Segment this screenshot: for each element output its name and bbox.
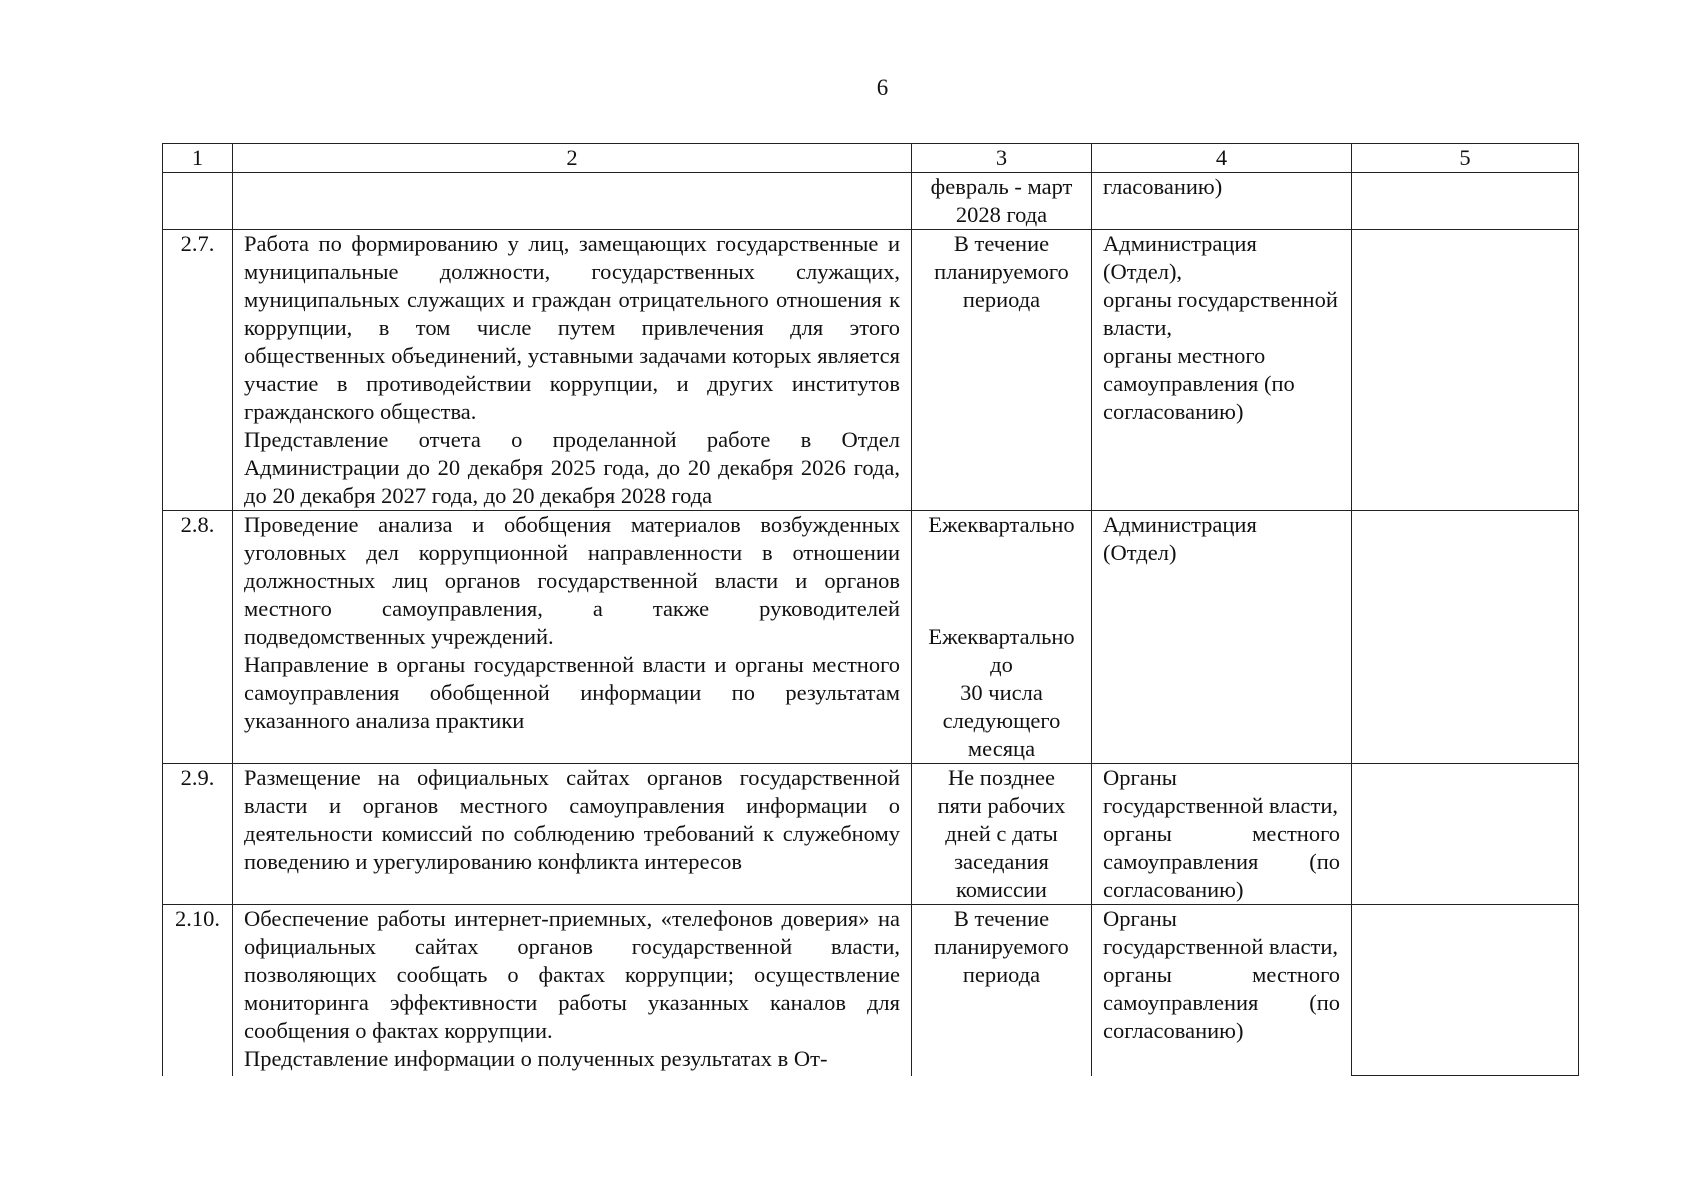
deadline-line: до (990, 652, 1013, 677)
deadline (912, 230, 1092, 511)
deadline (912, 764, 1092, 905)
deadline-line: Ежеквартально (928, 512, 1075, 537)
deadline-line: пяти рабочих (937, 793, 1066, 818)
deadline-line: дней с даты (945, 821, 1058, 846)
description-paragraph: Представление отчета о проделанной работе в Отдел Администрации до 20 декабря 2025 года, до 20 декабря 2026 года, до 20 декабря 2027 года, до 20 декабря 2028 года (244, 427, 900, 508)
description-paragraph: Проведение анализа и обобщения материалов возбужденных уголовных дел коррупционной направленности в отношении должностных лиц органов государственной власти и органов местного самоуправления, а также руководителей подведомственных учреждений. (244, 512, 900, 649)
page-number: 6 (876, 75, 889, 100)
responsible-line: Администрация (1103, 231, 1257, 256)
deadline-line: планируемого (934, 934, 1069, 959)
column-header-2: 2 (233, 144, 912, 173)
deadline-line: периода (962, 962, 1041, 987)
note (1352, 173, 1579, 230)
deadline-line: 30 числа (960, 680, 1043, 705)
responsible-line: органы местного самоуправления (по согласованию) (1103, 962, 1340, 1043)
note (1352, 764, 1579, 905)
row-number: 2.8. (163, 511, 233, 764)
table-header-row (163, 144, 1579, 173)
description-paragraph: Обеспечение работы интернет-приемных, «телефонов доверия» на официальных сайтах органов государственной власти, позволяющих сообщать о фактах коррупции; осуществление мониторинга эффективности работы указанных каналов для сообщения о фактах коррупции. (244, 906, 900, 1043)
deadline-line: В течение (953, 906, 1050, 931)
deadline-line: заседания (954, 849, 1049, 874)
column-header-4: 4 (1092, 144, 1352, 173)
deadline (912, 511, 1092, 764)
responsible-line: Администрация (1103, 512, 1257, 537)
responsible-line: гласованию) (1103, 174, 1223, 199)
table-row (163, 173, 1579, 230)
deadline-line: следующего (942, 708, 1061, 733)
measure-description (233, 173, 912, 230)
table-row (163, 230, 1579, 511)
responsible (1092, 764, 1352, 905)
responsible-line: (Отдел), (1103, 259, 1183, 284)
column-header-5: 5 (1352, 144, 1579, 173)
deadline (912, 173, 1092, 230)
responsible (1092, 905, 1352, 1076)
row-number (163, 173, 233, 230)
responsible-line: органы государственной власти, (1103, 287, 1338, 340)
deadline-line: периода (962, 287, 1041, 312)
description-paragraph: Размещение на официальных сайтах органов государственной власти и органов местного самоуправления информации о деятельности комиссий по соблюдению требований к служебному поведению и урегулированию конфликта интересов (244, 765, 900, 874)
deadline (912, 905, 1092, 1076)
description-paragraph: Работа по формированию у лиц, замещающих государственные и муниципальные должности, государственных служащих, муниципальных служащих и граждан отрицательного отношения к коррупции, в том числе путем привлечения для этого общественных объединений, уставными задачами которых является участие в противодействии коррупции, и других институтов гражданского общества. (244, 231, 900, 424)
description-paragraph: Направление в органы государственной власти и органы местного самоуправления обобщенной информации по результатам указанного анализа практики (244, 652, 900, 733)
row-number: 2.10. (163, 905, 233, 1076)
table-row (163, 905, 1579, 1076)
deadline-line: В течение (953, 231, 1050, 256)
deadline-line: Ежеквартально (928, 624, 1075, 649)
note (1352, 905, 1579, 1076)
responsible (1092, 230, 1352, 511)
column-header-1: 1 (163, 144, 233, 173)
deadline-line: комиссии (956, 877, 1047, 902)
deadline-line: планируемого (934, 259, 1069, 284)
note (1352, 230, 1579, 511)
deadline-line: февраль - март (930, 174, 1073, 199)
responsible (1092, 511, 1352, 764)
responsible-line: Органы государственной власти, (1103, 906, 1339, 959)
table-row (163, 764, 1579, 905)
responsible-line: органы местного самоуправления (по согласованию) (1103, 821, 1340, 902)
description-paragraph: Представление информации о полученных результатах в От- (244, 1046, 828, 1071)
note (1352, 511, 1579, 764)
responsible-line: (Отдел) (1103, 540, 1177, 565)
measure-description (233, 230, 912, 511)
deadline-line: 2028 года (955, 202, 1048, 227)
column-header-3: 3 (912, 144, 1092, 173)
responsible-line: органы местного самоуправления (по согласованию) (1103, 343, 1295, 424)
row-number: 2.9. (163, 764, 233, 905)
measures-table (162, 143, 1579, 1076)
deadline-line: Не позднее (947, 765, 1056, 790)
table-row (163, 511, 1579, 764)
measure-description (233, 511, 912, 764)
responsible (1092, 173, 1352, 230)
measure-description (233, 905, 912, 1076)
responsible-line: Органы государственной власти, (1103, 765, 1339, 818)
measure-description (233, 764, 912, 905)
deadline-line: месяца (967, 736, 1036, 761)
row-number: 2.7. (163, 230, 233, 511)
